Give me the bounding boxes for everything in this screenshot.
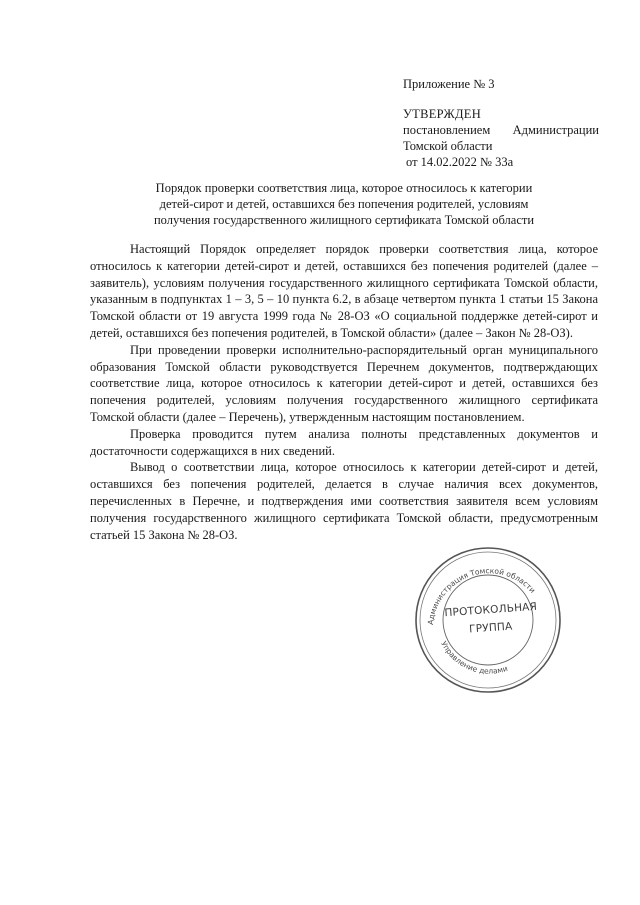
official-stamp [413, 545, 563, 695]
stamp-inner-ring [443, 575, 533, 665]
paragraph-3: Проверка проводится путем анализа полноты представленных документов и достаточности содержащихся в них сведений. [90, 426, 598, 458]
approval-date-line: от 14.02.2022 № 33а [406, 155, 514, 169]
stamp-ring-top-text: Администрация Томской области [425, 566, 538, 626]
document-body [90, 241, 598, 543]
title-line-3: получения государственного жилищного сертификата Томской области [153, 213, 535, 227]
stamp-line-1: ПРОТОКОЛЬНАЯ [444, 600, 538, 620]
stamp-graphic [413, 545, 563, 695]
paragraph-1: Настоящий Порядок определяет порядок проверки соответствия лица, которое относилось к категории детей-сирот и детей, оставшихся без попечения родителей (далее – заявитель), условиям получения государственного жилищного сертификата Томской области, указанным в подпунктах 1 – 3, 5 – 10 пункта 6.2, в абзаце четвертом пункта 1 статьи 15 Закона Томской области от 19 августа 1999 года № 28-ОЗ «О социальной поддержке детей-сирот и детей, оставшихся без попечения родителей, в Томской области» (далее – Закон № 28-ОЗ). [90, 242, 598, 340]
stamp-line-2: ГРУППА [468, 620, 513, 636]
approval-region-line: Томской области [403, 139, 493, 153]
approved-label: УТВЕРЖДЕН [403, 107, 482, 121]
approval-decree-line: постановлением Администрации [403, 123, 599, 137]
paragraph-4: Вывод о соответствии лица, которое относилось к категории детей-сирот и детей, оставшихся без попечения родителей, делается в случае наличия всех документов, перечисленных в Перечне, и подтверждения ими соответствия заявителя всем условиям получения государственного жилищного сертификата Томской области, предусмотренным статьей 15 Закона № 28-ОЗ. [90, 460, 598, 542]
paragraph-2: При проведении проверки исполнительно-распорядительный орган муниципального образования Томской области руководствуется Перечнем документов, подтверждающих соответствие лица, которое относилось к категории детей-сирот и детей, оставшихся без попечения родителей, условиям получения государственного жилищного сертификата Томской области (далее – Перечень), утвержденным настоящим постановлением. [90, 342, 598, 424]
approval-block [403, 76, 599, 170]
title-line-1: Порядок проверки соответствия лица, которое относилось к категории [155, 181, 533, 195]
stamp-ring-bottom-text: Управление делами [439, 639, 509, 676]
document-title [90, 180, 598, 228]
appendix-label: Приложение № 3 [403, 77, 495, 91]
title-line-2: детей-сирот и детей, оставшихся без попечения родителей, условиям [159, 197, 529, 211]
